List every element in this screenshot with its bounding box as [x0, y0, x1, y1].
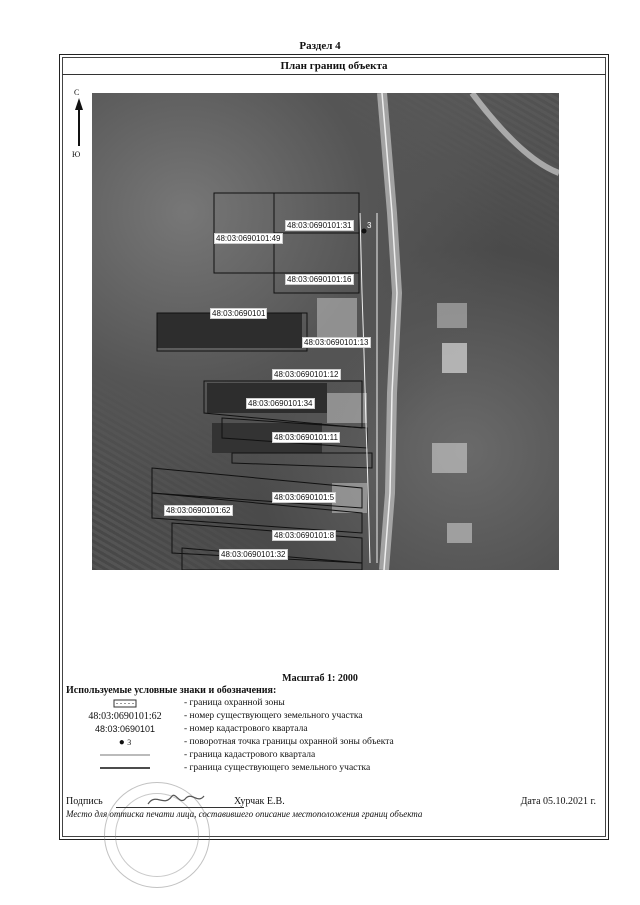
legend-desc: - граница охранной зоны — [184, 698, 285, 708]
plan-title: План границ объекта — [62, 57, 606, 75]
signature-block — [66, 796, 596, 807]
parcel-number-symbol: 48:03:0690101:62 — [88, 711, 162, 722]
north-arrow — [72, 88, 86, 168]
parcel-label: 48:03:0690101 — [212, 309, 266, 318]
legend-desc: - номер кадастрового квартала — [184, 724, 308, 734]
legend-row — [66, 763, 596, 776]
quarter-boundary-symbol — [66, 750, 184, 763]
legend-row — [66, 711, 596, 724]
handwritten-signature — [146, 790, 206, 810]
turning-point-number: 3 — [367, 221, 372, 230]
stamp-place-note: Место для оттиска печати лица, составившего описание местоположения границ объекта — [66, 809, 423, 819]
parcel-label: 48:03:0690101:13 — [304, 338, 369, 347]
parcel-label: 48:03:0690101:8 — [274, 531, 335, 540]
parcel-label: 48:03:0690101:31 — [287, 221, 352, 230]
turning-point-symbol — [66, 737, 184, 748]
parcel-label: 48:03:0690101:49 — [216, 234, 281, 243]
parcel-label: 48:03:0690101:5 — [274, 493, 335, 502]
document-date: Дата 05.10.2021 г. — [520, 796, 596, 807]
dot-icon: ● — [118, 737, 125, 748]
legend-row — [66, 698, 596, 711]
signer-name: Хурчак Е.В. — [234, 796, 285, 807]
quarter-number-symbol: 48:03:0690101 — [94, 724, 156, 734]
parcel-label: 48:03:0690101:32 — [221, 550, 286, 559]
aerial-map — [92, 93, 559, 570]
section-title: Раздел 4 — [299, 40, 341, 52]
parcel-label: 48:03:0690101:11 — [274, 433, 338, 442]
south-label: Ю — [72, 150, 81, 159]
parcel-label: 48:03:0690101:12 — [274, 370, 339, 379]
parcel-label: 48:03:0690101:16 — [287, 275, 352, 284]
zone-boundary-symbol — [66, 698, 184, 712]
legend-row — [66, 750, 596, 763]
legend-row — [66, 724, 596, 737]
parcel-boundary-symbol — [66, 763, 184, 776]
parcel-label: 48:03:0690101:34 — [248, 399, 313, 408]
legend — [66, 698, 596, 776]
map-scale: Масштаб 1: 2000 — [282, 673, 358, 684]
north-label: С — [74, 88, 80, 97]
legend-desc: - номер существующего земельного участка — [184, 711, 363, 721]
turning-point-symbol-number: 3 — [127, 738, 132, 747]
parcel-label: 48:03:0690101:62 — [166, 506, 231, 515]
legend-desc: - поворотная точка границы охранной зоны объекта — [184, 737, 394, 747]
signature-label: Подпись — [66, 796, 103, 807]
legend-row — [66, 737, 596, 750]
legend-desc: - граница существующего земельного участка — [184, 763, 371, 773]
legend-title: Используемые условные знаки и обозначения: — [66, 685, 277, 696]
legend-desc: - граница кадастрового квартала — [184, 750, 316, 760]
